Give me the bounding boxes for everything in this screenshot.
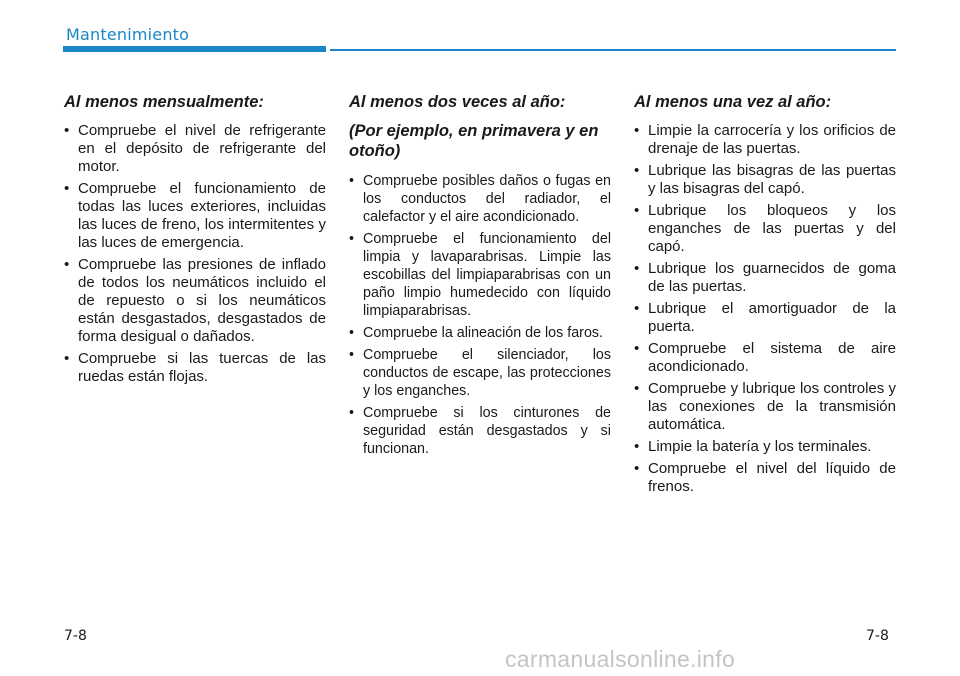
header-rule-thick xyxy=(63,46,326,52)
maintenance-list xyxy=(634,122,896,496)
maintenance-list xyxy=(64,122,326,386)
watermark: carmanualsonline.info xyxy=(505,646,736,672)
list-item: • Lubrique las bisagras de las puertas y las bisagras del capó. xyxy=(634,162,896,198)
list-item: • Compruebe las presiones de inflado de todos los neumáticos incluido el de repuesto o si los neumáticos están desgastados, desgastados de forma desigual o dañados. xyxy=(64,256,326,346)
column-subheading: (Por ejemplo, en primavera y en otoño) xyxy=(349,122,599,160)
list-item: • Compruebe el funcionamiento del limpia y lavaparabrisas. Limpie las escobillas del limpiaparabrisas con un paño limpio humedecido con líquido limpiaparabrisas. xyxy=(349,230,611,320)
list-item: • Lubrique los guarnecidos de goma de las puertas. xyxy=(634,260,896,296)
list-item: • Compruebe el sistema de aire acondicionado. xyxy=(634,340,896,376)
list-item: • Compruebe el silenciador, los conductos de escape, las protecciones y los enganches. xyxy=(349,346,611,400)
header-rule-thin xyxy=(330,49,896,51)
page-number-left: 7-8 xyxy=(64,628,87,644)
section-title: Mantenimiento xyxy=(66,25,190,44)
list-item: • Lubrique el amortiguador de la puerta. xyxy=(634,300,896,336)
column-heading: Al menos una vez al año: xyxy=(634,93,832,111)
list-item: • Limpie la carrocería y los orificios de drenaje de las puertas. xyxy=(634,122,896,158)
list-item: • Compruebe la alineación de los faros. xyxy=(349,324,611,342)
page-number-right: 7-8 xyxy=(866,628,889,644)
column-yearly xyxy=(634,92,896,500)
list-item: • Compruebe el nivel del líquido de frenos. xyxy=(634,460,896,496)
column-twice-yearly xyxy=(349,92,611,462)
column-heading: Al menos dos veces al año: xyxy=(349,93,566,111)
list-item: • Compruebe si los cinturones de seguridad están desgastados y si funcionan. xyxy=(349,404,611,458)
list-item: • Lubrique los bloqueos y los enganches de las puertas y del capó. xyxy=(634,202,896,256)
list-item: • Limpie la batería y los terminales. xyxy=(634,438,896,456)
column-heading: Al menos mensualmente: xyxy=(64,93,264,111)
list-item: • Compruebe si las tuercas de las ruedas están flojas. xyxy=(64,350,326,386)
list-item: • Compruebe y lubrique los controles y las conexiones de la transmisión automática. xyxy=(634,380,896,434)
column-monthly xyxy=(64,92,326,390)
list-item: • Compruebe el nivel de refrigerante en el depósito de refrigerante del motor. xyxy=(64,122,326,176)
list-item: • Compruebe el funcionamiento de todas las luces exteriores, incluidas las luces de freno, los intermitentes y las luces de emergencia. xyxy=(64,180,326,252)
list-item: • Compruebe posibles daños o fugas en los conductos del radiador, el calefactor y el aire acondicionado. xyxy=(349,172,611,226)
maintenance-list xyxy=(349,172,611,458)
